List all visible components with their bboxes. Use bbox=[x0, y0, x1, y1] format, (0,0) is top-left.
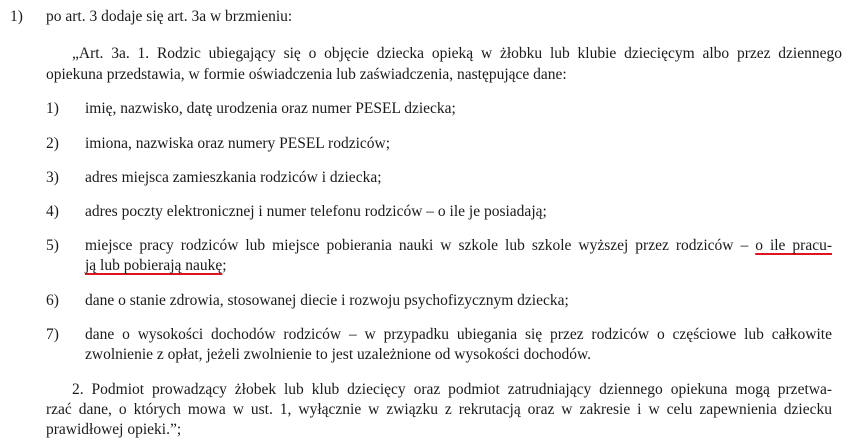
item-number: 6) bbox=[46, 292, 59, 309]
paragraph-2-line-1: 2. Podmiot prowadzący żłobek lub klub dziecięcy oraz podmiot zatrudniający dziennego opiekuna mogą przetwa- bbox=[72, 381, 832, 398]
item-text-fragment: ; bbox=[222, 257, 227, 274]
item-text: adres miejsca zamieszkania rodziców i dziecka; bbox=[85, 169, 382, 186]
paragraph-2-line-3: prawidłowej opieki.”; bbox=[46, 421, 182, 438]
item-number: 1) bbox=[46, 100, 59, 117]
item-number: 4) bbox=[46, 203, 59, 220]
item-text-line-2 bbox=[85, 257, 227, 275]
point-number: 1) bbox=[10, 8, 23, 25]
highlighted-fragment: ją lub pobierają naukę bbox=[85, 257, 223, 274]
item-number: 3) bbox=[46, 169, 59, 186]
highlighted-fragment: o ile pracu- bbox=[755, 237, 833, 254]
item-text: imiona, nazwiska oraz numery PESEL rodziców; bbox=[85, 135, 391, 152]
article-lead-line-2: opiekuna przedstawia, w formie oświadczenia lub zaświadczenia, następujące dane: bbox=[46, 66, 567, 83]
item-text: imię, nazwisko, datę urodzenia oraz numer PESEL dziecka; bbox=[85, 100, 456, 117]
item-number: 5) bbox=[46, 237, 59, 254]
item-text-line-2: zwolnienie z opłat, jeżeli zwolnienie to jest uzależnione od wysokości dochodów. bbox=[85, 346, 592, 363]
item-text-line-1: dane o wysokości dochodów rodziców – w przypadku ubiegania się przez rodziców o częściowe lub całkowite bbox=[85, 326, 832, 343]
item-number: 2) bbox=[46, 135, 59, 152]
article-lead-line-1: „Art. 3a. 1. Rodzic ubiegający się o objęcie dziecka opieką w żłobku lub klubie dziecięcym albo przez dziennego bbox=[72, 45, 842, 62]
item-text-fragment: miejsce pracy rodziców lub miejsce pobierania nauki w szkole lub szkole wyższej przez rodziców – bbox=[85, 237, 749, 254]
item-number: 7) bbox=[46, 326, 59, 343]
paragraph-2-line-2: rzać dane, o których mowa w ust. 1, wyłącznie w związku z rekrutacją oraz w zakresie i w celu zapewnienia dziecku bbox=[46, 401, 832, 418]
point-intro: po art. 3 dodaje się art. 3a w brzmieniu: bbox=[46, 8, 293, 25]
item-text: adres poczty elektronicznej i numer telefonu rodziców – o ile je posiadają; bbox=[85, 203, 547, 220]
item-text: dane o stanie zdrowia, stosowanej diecie i rozwoju psychofizycznym dziecka; bbox=[85, 292, 569, 309]
item-text-line-1 bbox=[85, 237, 832, 255]
